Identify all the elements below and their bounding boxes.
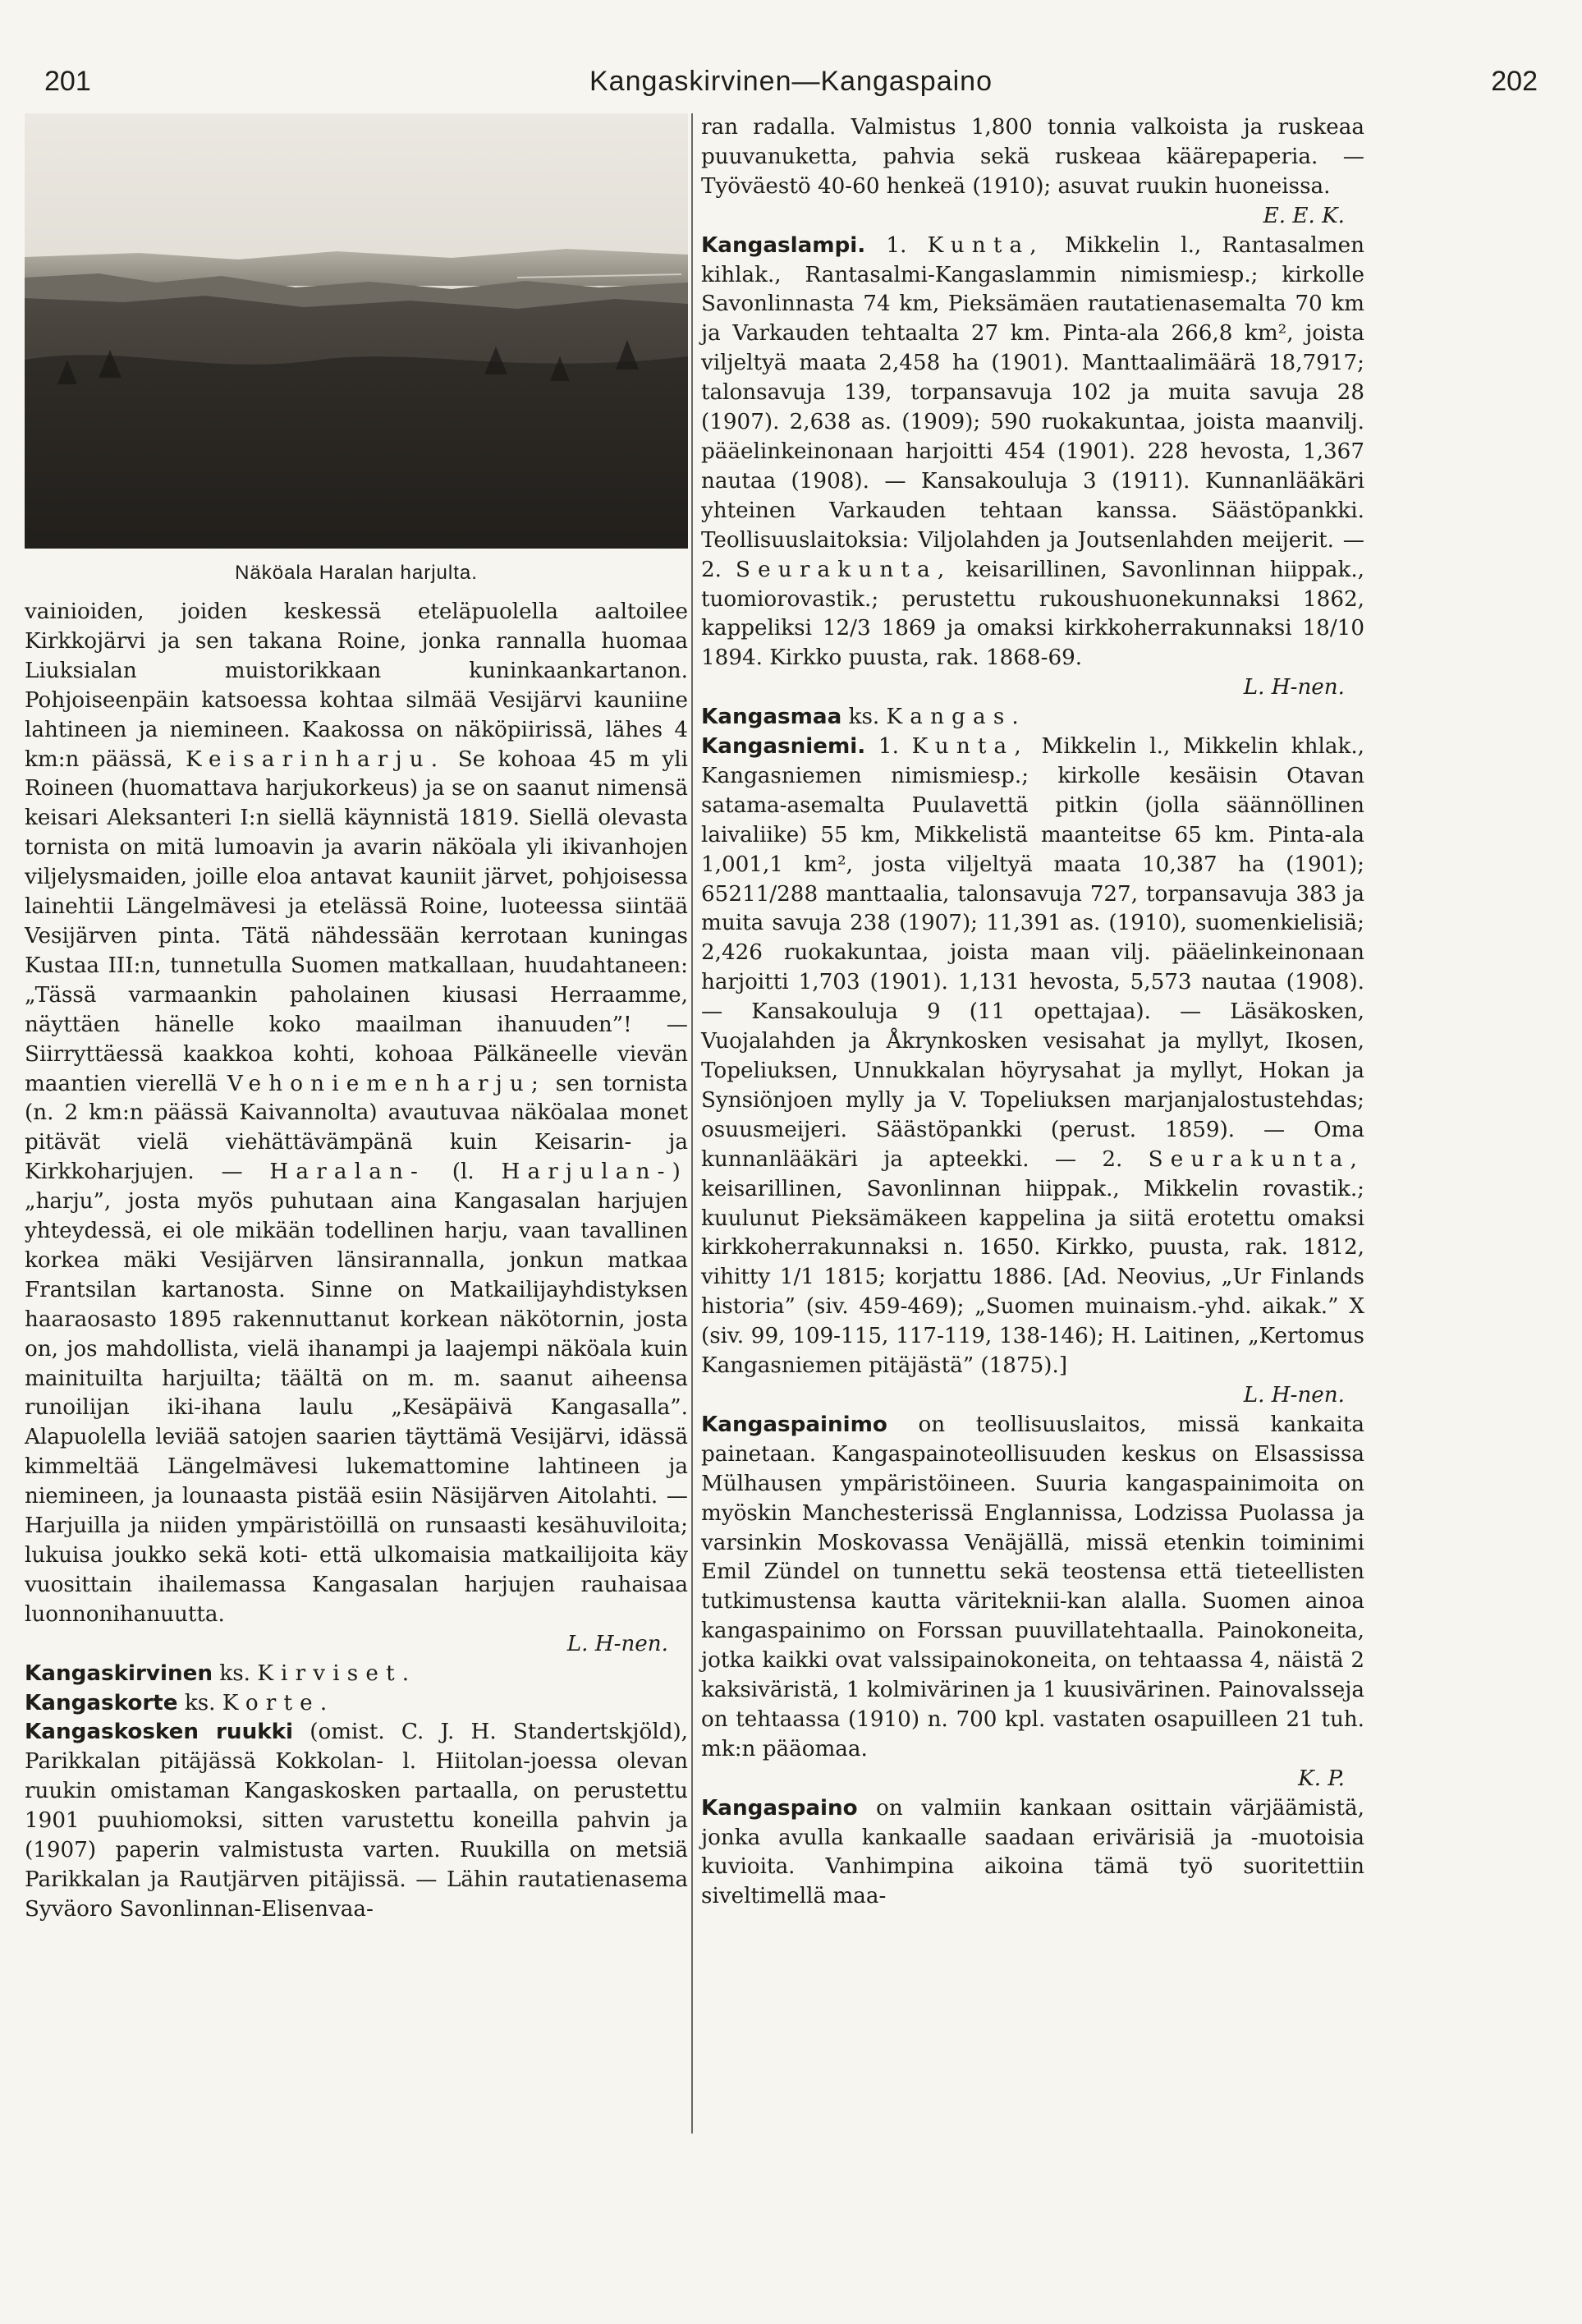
right-column bbox=[701, 113, 1364, 1912]
running-head: Kangaskirvinen—Kangaspaino bbox=[589, 66, 993, 97]
left-column bbox=[25, 113, 688, 1925]
entry-text: vainioiden, joiden keskessä eteläpuolella aaltoilee Kirkkojärvi ja sen takana Roine, jonka rannalla huomaa Liuksialan muistorikkaan kuninkaankartanon. Pohjoiseenpäin katsoessa kohtaa silmää Vesijärvi kauniine lahtineen ja niemineen. Kaakossa on näköpiirissä, lähes 4 km:n päässä, Keisarinharju. Se kohoaa 45 m yli Roineen (huomattava harjukorkeus) ja se on saanut nimensä keisari Aleksanteri I:n siellä käynnistä 1819. Siellä olevasta tornista on mitä lumoavin ja avarin näköala yli ikivanhojen viljelysmaiden, joille eloa antavat kauniit järvet, pohjoisessa lainehtii Längelmävesi ja etelässä Roine, luoteessa siintää Vesijärven pinta. Tätä nähdessään kerrotaan kuningas Kustaa III:n, tunnetulla Suomen matkallaan, huudahtaneen: „Tässä varmaankin paholainen kiusasi Herraamme, näyttäen hänelle koko maailman ihanuuden”! — Siirryttäessä kaakkoa kohti, kohoaa Pälkäneelle vievän maantien vierellä Vehoniemenharju; sen tornista (n. 2 km:n päässä Kaivannolta) avautuvaa näköalaa monet pitävät vielä viehättävämpänä kuin Keisarin- ja Kirkkoharjujen. — Haralan- (l. Harjulan-) „harju”, josta myös puhutaan aina Kangasalan harjujen yhteydessä, ei ole mikään todellinen harju, vaan tavallinen korkea mäki Vesijärven länsirannalla, jonkun matkaa Frantsilan kartanosta. Sinne on Matkailijayhdistyksen haaraosasto 1895 rakennuttanut korkean näkötornin, josta on, jos mahdollista, vielä ihanampi ja laajempi näköala kuin mainituilta harjuilta; täältä on m. m. saanut aiheensa runoilijan iki-ihana laulu „Kesäpäivä Kangasalla”. Alapuolella leviää satojen saarien täyttämä Vesijärvi, idässä kimmeltää Längelmävesi lukemattomine lahtineen ja niemineen, ja lounaasta pistää esiin Näsijärven Aitolahti. — Harjuilla ja niiden ympäristöillä on runsaasti kesähuviloita; lukuisa joukko sekä koti- että ulkomaisia matkailijoita käy vuosittain ihailemassa Kangasalan harjujen rauhaisaa luonnonihanuutta. bbox=[25, 599, 689, 1627]
entry-kangaskirvinen: Kangaskirvinen ks. Kirviset. bbox=[25, 1660, 417, 1686]
landscape-photo bbox=[25, 113, 688, 549]
signature: L. H-nen. bbox=[1243, 1382, 1345, 1408]
photo-caption: Näköala Haralan harjulta. bbox=[235, 562, 478, 584]
signature: L. H-nen. bbox=[566, 1631, 668, 1656]
entry-kangaskosken-ruukki: Kangaskosken ruukki (omist. C. J. H. Standertskjöld), Parikkalan pitäjässä Kokkolan- l. Hiitolan-joessa olevan ruukin omistaman Kangaskosken partaalla, on perustettu 1901 puuhiomoksi, sitten varustettu koneilla pahvin ja (1907) paperin valmistusta varten. Ruukilla on metsiä Parikkalan ja Rautjärven pitäjissä. — Lähin rautatienasema Syväoro Savonlinnan-Elisenvaa- bbox=[25, 1720, 688, 1922]
page-number-left: 201 bbox=[44, 66, 91, 97]
landscape-illustration bbox=[25, 113, 688, 549]
entry-kangasniemi: Kangasniemi. 1. Kunta, Mikkelin l., Mikkelin khlak., Kangasniemen nimismiesp.; kirkolle kesäisin Otavan satama-asemalta Puulavettä pitkin (jolla säännöllinen laivaliike) 55 km, Mikkelistä maanteitse 65 km. Pinta-ala 1,001,1 km², josta viljeltyä maata 10,387 ha (1901); 65211/288 manttaalia, talonsavuja 727, torpansavuja 383 ja muita savuja 238 (1907); 11,391 as. (1910), suomenkielisiä; 2,426 ruokakuntaa, joista maan vilj. pääelinkeinonaan harjoitti 1,703 (1901). 1,131 hevosta, 5,573 nautaa (1908). — Kansakouluja 9 (11 opettajaa). — Läsäkosken, Vuojalahden ja Åkrynkosken vesisahat ja myllyt, Ikosen, Topeliuksen, Unnukkalan höyrysahat ja myllyt, Hokan ja Synsiönjoen mylly ja V. Topeliuksen marjanjalostustehdas; osuusmeijeri. Säästöpankki (perust. 1859). — Oma kunnanlääkäri ja apteekki. — 2. Seurakunta, keisarillinen, Savonlinnan hiippak., Mikkelin rovastik.; kuulunut Pieksämäkeen kappelina ja siitä erotettu omaksi kirkkoherrakunnaksi n. 1650. Kirkko, puusta, rak. 1812, vihitty 1/1 1815; korjattu 1886. [Ad. Neovius, „Ur Finlands historia” (siv. 459-469); „Suomen muinaism.-yhd. aikak.” X (siv. 99, 109-115, 117-119, 138-146); H. Laitinen, „Kertomus Kangasniemen pitäjästä” (1875).] bbox=[701, 734, 1364, 1379]
page-number-right: 202 bbox=[1491, 66, 1538, 97]
signature: K. P. bbox=[1298, 1766, 1345, 1791]
entry-kangaslampi: Kangaslampi. 1. Kunta, Mikkelin l., Rantasalmen kihlak., Rantasalmi-Kangaslammin nimismiesp.; kirkolle Savonlinnasta 74 km, Pieksämäen rautatienasemalta 70 km ja Varkauden tehtaalta 27 km. Pinta-ala 266,8 km², joista viljeltyä maata 2,458 ha (1901). Manttaalimäärä 18,7917; talonsavuja 139, torpansavuja 102 ja muita savuja 28 (1907). 2,638 as. (1909); 590 ruokakuntaa, joista maanvilj. pääelinkeinonaan harjoitti 454 (1901). 228 hevosta, 1,367 nautaa (1908). — Kansakouluja 3 (1911). Kunnanlääkäri yhteinen Varkauden tehtaan kanssa. Säästöpankki. Teollisuuslaitoksia: Viljolahden ja Joutsenlahden meijerit. — 2. Seurakunta, keisarillinen, Savonlinnan hiippak., tuomiorovastik.; perustettu rukoushuonekunnaksi 1862, kappeliksi 12/3 1869 ja omaksi kirkkoherrakunnaksi 18/10 1894. Kirkko puusta, rak. 1868-69. bbox=[701, 232, 1365, 671]
entry-kangaspaino: Kangaspaino on valmiin kankaan osittain värjäämistä, jonka avulla kankaalle saadaan erivärisiä ja -muotoisia kuvioita. Vanhimpina aikoina tämä työ suoritettiin siveltimellä maa- bbox=[701, 1795, 1364, 1909]
signature: E. E. K. bbox=[1263, 203, 1345, 228]
entry-continuation: ran radalla. Valmistus 1,800 tonnia valkoista ja ruskeaa puuvanuketta, pahvia sekä ruskeaa käärepaperia. — Työväestö 40-60 henkeä (1910); asuvat ruukin huoneissa. bbox=[701, 115, 1364, 199]
signature: L. H-nen. bbox=[1243, 675, 1345, 700]
page-header bbox=[33, 57, 1549, 107]
entry-kangasmaa: Kangasmaa ks. Kangas. bbox=[701, 705, 1026, 730]
entry-kangaskorte: Kangaskorte ks. Korte. bbox=[25, 1690, 335, 1715]
column-divider bbox=[691, 113, 693, 2133]
entry-kangaspainimo: Kangaspainimo on teollisuuslaitos, missä kankaita painetaan. Kangaspainoteollisuuden keskus on Elsassissa Mülhausen ympäristöineen. Suuria kangaspainimoita on myöskin Manchesterissä Englannissa, Lodzissa Puolassa ja varsinkin Moskovassa Venäjällä, missä etenkin toiminimi Emil Zündel on tunnettu sekä teostensa että tieteellisten tutkimustensa kautta väriteknii-kan alalla. Suomen ainoa kangaspainimo on Forssan puuvillatehtaalla. Painokoneita, jotka kaikki ovat valssipainokoneita, on tehtaassa 4, näistä 2 kaksiväristä, 1 kolmivärinen ja 1 kuusivärinen. Painovalsseja on tehtaassa (1910) n. 700 kpl. vastaten osapuilleen 21 tuh. mk:n pääomaa. bbox=[701, 1412, 1364, 1761]
